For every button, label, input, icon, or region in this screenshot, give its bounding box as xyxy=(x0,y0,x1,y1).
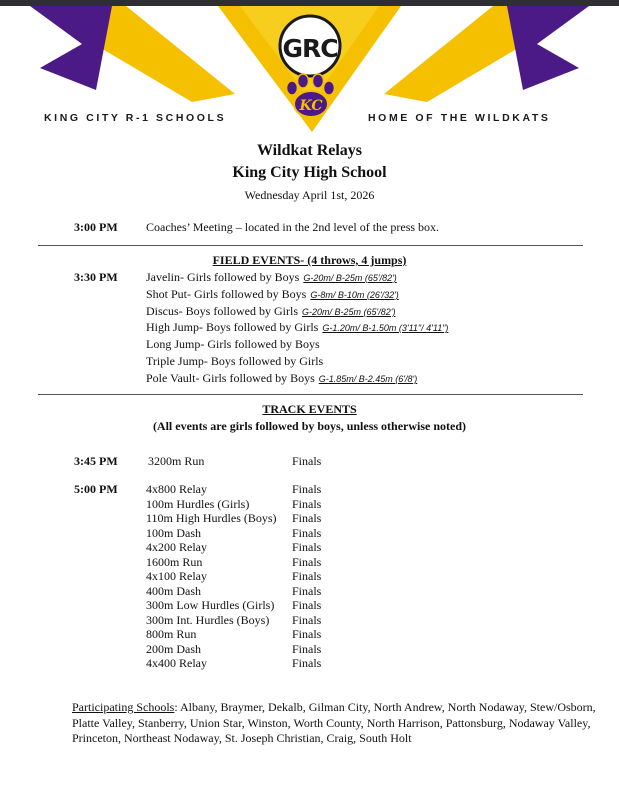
right-tagline: HOME OF THE WILDKATS xyxy=(368,112,551,124)
field-event-row xyxy=(146,320,448,335)
field-event-name: Pole Vault- Girls followed by Boys xyxy=(146,371,315,385)
field-event-row xyxy=(146,337,324,352)
track-event-name: 200m Dash xyxy=(146,641,201,656)
field-event-name: Shot Put- Girls followed by Boys xyxy=(146,287,307,301)
field-event-row xyxy=(146,354,327,369)
meet-date: Wednesday April 1st, 2026 xyxy=(244,188,375,202)
schools-list: : Albany, Braymer, Dekalb, Gilman City, North Andrew, North Nodaway, Stew/Osborn, Platte Valley, Stanberry, Union Star, Winston, Worth County, North Harrison, Pattonsburg, Nodaway Valley, Princeton, Northeast Nodaway, St. Joseph Christian, Craig, South Holt xyxy=(72,700,596,745)
track-event-status: Finals xyxy=(292,540,322,554)
track-event-status: Finals xyxy=(292,583,322,598)
track-event-name: 300m Int. Hurdles (Boys) xyxy=(146,612,270,627)
track-event-status: Finals xyxy=(292,482,322,496)
left-purple-ribbon xyxy=(30,6,112,90)
school-title: King City High School xyxy=(232,164,387,181)
track-event-status: Finals xyxy=(292,511,322,525)
field-event-mark: G-1.85m/ B-2.45m (6'/8') xyxy=(318,374,418,384)
field-event-name: Javelin- Girls followed by Boys xyxy=(146,270,300,284)
field-event-row xyxy=(146,287,399,302)
track-events-note: (All events are girls followed by boys, unless otherwise noted) xyxy=(152,419,467,433)
track-event-name: 100m Hurdles (Girls) xyxy=(146,496,250,511)
track-block-time: 3:45 PM xyxy=(74,454,118,468)
track-event-name: 100m Dash xyxy=(146,525,201,540)
track-event-status: Finals xyxy=(292,496,322,511)
track-event-status: Finals xyxy=(292,612,322,627)
left-tagline: KING CITY R-1 SCHOOLS xyxy=(44,112,227,124)
participating-schools xyxy=(72,700,602,747)
track-event-status: Finals xyxy=(292,641,322,656)
track-event-status: Finals xyxy=(292,598,322,612)
field-event-mark: G-8m/ B-10m (26'/32') xyxy=(310,290,399,300)
field-event-name: Discus- Boys followed by Girls xyxy=(146,304,298,318)
track-events-heading: TRACK EVENTS xyxy=(262,402,357,416)
track-event-status: Finals xyxy=(292,569,322,583)
track-event-name: 4x800 Relay xyxy=(146,482,207,496)
coaches-time: 3:00 PM xyxy=(74,220,118,234)
schools-label: Participating Schools xyxy=(72,700,175,714)
track-block-time: 5:00 PM xyxy=(74,482,118,496)
track-event-name: 800m Run xyxy=(146,627,197,641)
field-event-row xyxy=(146,270,397,285)
track-event-status: Finals xyxy=(292,554,322,569)
track-event-name: 110m High Hurdles (Boys) xyxy=(146,511,277,525)
coaches-meeting-text: Coaches’ Meeting – located in the 2nd level of the press box. xyxy=(146,220,440,234)
field-event-row xyxy=(146,304,395,319)
track-event-name: 400m Dash xyxy=(146,583,201,598)
field-event-name: High Jump- Boys followed by Girls xyxy=(146,320,319,334)
field-event-mark: G-20m/ B-25m (65'/82') xyxy=(303,273,397,283)
track-event-name: 300m Low Hurdles (Girls) xyxy=(146,598,275,612)
meet-title: Wildkat Relays xyxy=(256,142,363,159)
track-event-status: Finals xyxy=(292,454,322,468)
track-event-name: 4x100 Relay xyxy=(146,569,207,583)
field-event-name: Long Jump- Girls followed by Boys xyxy=(146,337,320,351)
track-event-name: 4x400 Relay xyxy=(146,656,207,670)
track-event-status: Finals xyxy=(292,656,322,670)
right-purple-ribbon xyxy=(507,6,589,90)
field-events-time: 3:30 PM xyxy=(74,270,118,284)
field-event-mark: G-1.20m/ B-1.50m (3'11"/ 4'11") xyxy=(322,323,449,333)
field-event-row xyxy=(146,371,417,386)
grc-logo-text: GRC xyxy=(282,34,338,63)
track-event-status: Finals xyxy=(292,525,322,540)
field-event-name: Triple Jump- Boys followed by Girls xyxy=(146,354,324,368)
field-events-heading: FIELD EVENTS- (4 throws, 4 jumps) xyxy=(212,253,407,267)
track-event-name: 1600m Run xyxy=(146,554,203,569)
field-event-mark: G-20m/ B-25m (65'/82') xyxy=(302,307,396,317)
track-event-name: 4x200 Relay xyxy=(146,540,207,554)
track-event-name: 3200m Run xyxy=(148,454,205,468)
paw-text: KC xyxy=(299,98,323,114)
divider xyxy=(38,394,583,395)
divider xyxy=(38,245,583,246)
track-event-status: Finals xyxy=(292,627,322,641)
